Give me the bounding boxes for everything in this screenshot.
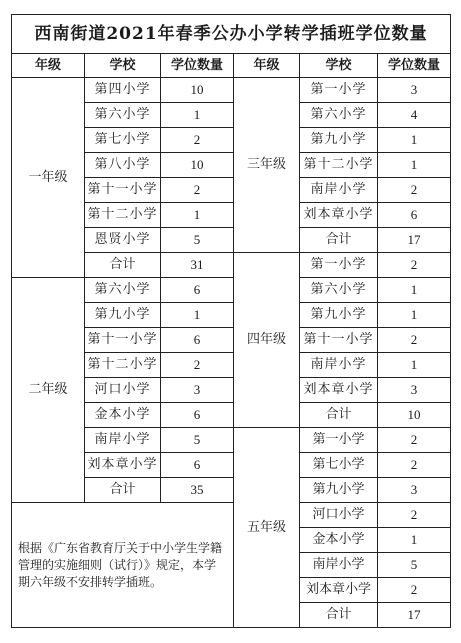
school-cell: 第六小学 — [85, 278, 161, 303]
count-cell: 2 — [378, 178, 451, 203]
grade-label-3: 三年级 — [234, 78, 300, 253]
total-value: 35 — [161, 478, 234, 503]
header-count-right: 学位数量 — [378, 54, 451, 78]
count-cell: 1 — [161, 203, 234, 228]
school-cell: 第十二小学 — [85, 353, 161, 378]
count-cell: 1 — [378, 153, 451, 178]
school-cell: 河口小学 — [85, 378, 161, 403]
school-cell: 南岸小学 — [300, 178, 378, 203]
count-cell: 3 — [161, 378, 234, 403]
header-grade-left: 年级 — [12, 54, 85, 78]
count-cell: 1 — [161, 103, 234, 128]
school-cell: 南岸小学 — [300, 353, 378, 378]
count-cell: 5 — [161, 428, 234, 453]
total-label: 合计 — [85, 478, 161, 503]
count-cell: 10 — [161, 153, 234, 178]
total-label: 合计 — [300, 228, 378, 253]
table-row — [12, 78, 451, 103]
school-cell: 第九小学 — [300, 303, 378, 328]
count-cell: 2 — [378, 503, 451, 528]
total-value: 17 — [378, 603, 451, 628]
count-cell: 2 — [378, 328, 451, 353]
school-cell: 第六小学 — [300, 103, 378, 128]
total-value: 10 — [378, 403, 451, 428]
school-cell: 第九小学 — [300, 128, 378, 153]
count-cell: 1 — [378, 278, 451, 303]
header-school-left: 学校 — [85, 54, 161, 78]
school-cell: 南岸小学 — [85, 428, 161, 453]
table-row — [12, 503, 451, 528]
count-cell: 3 — [378, 478, 451, 503]
total-label: 合计 — [85, 253, 161, 278]
count-cell: 4 — [378, 103, 451, 128]
school-cell: 第一小学 — [300, 78, 378, 103]
table-title: 西南街道2021年春季公办小学转学插班学位数量 — [12, 15, 451, 54]
count-cell: 6 — [161, 328, 234, 353]
school-cell: 第九小学 — [85, 303, 161, 328]
school-cell: 河口小学 — [300, 503, 378, 528]
school-cell: 第四小学 — [85, 78, 161, 103]
header-grade-right: 年级 — [234, 54, 300, 78]
school-cell: 刘本章小学 — [85, 453, 161, 478]
school-cell: 第十二小学 — [300, 153, 378, 178]
school-cell: 金本小学 — [300, 528, 378, 553]
title-row — [12, 15, 451, 54]
school-cell: 第十一小学 — [85, 328, 161, 353]
note-text: 根据《广东省教育厅关于中小学生学籍管理的实施细则（试行）》规定，本学期六年级不安排转学插班。 — [12, 503, 234, 628]
grade-label-4: 四年级 — [234, 253, 300, 428]
count-cell: 2 — [161, 178, 234, 203]
header-count-left: 学位数量 — [161, 54, 234, 78]
count-cell: 1 — [378, 303, 451, 328]
school-cell: 第六小学 — [85, 103, 161, 128]
count-cell: 1 — [378, 353, 451, 378]
count-cell: 2 — [378, 253, 451, 278]
count-cell: 2 — [378, 453, 451, 478]
school-cell: 第十一小学 — [300, 328, 378, 353]
school-cell: 第八小学 — [85, 153, 161, 178]
grade-label-2: 二年级 — [12, 278, 85, 503]
quota-table — [11, 14, 451, 628]
school-cell: 第一小学 — [300, 253, 378, 278]
total-label: 合计 — [300, 603, 378, 628]
grade-label-5: 五年级 — [234, 428, 300, 628]
count-cell: 2 — [378, 428, 451, 453]
header-row — [12, 54, 451, 78]
school-cell: 刘本章小学 — [300, 378, 378, 403]
count-cell: 6 — [161, 278, 234, 303]
count-cell: 1 — [378, 128, 451, 153]
count-cell: 3 — [378, 378, 451, 403]
count-cell: 2 — [378, 578, 451, 603]
total-value: 31 — [161, 253, 234, 278]
count-cell: 6 — [161, 403, 234, 428]
count-cell: 3 — [378, 78, 451, 103]
count-cell: 1 — [378, 528, 451, 553]
count-cell: 6 — [161, 453, 234, 478]
count-cell: 1 — [161, 303, 234, 328]
count-cell: 2 — [161, 353, 234, 378]
table-row — [12, 278, 451, 303]
school-cell: 第六小学 — [300, 278, 378, 303]
total-label: 合计 — [300, 403, 378, 428]
total-value: 17 — [378, 228, 451, 253]
count-cell: 2 — [161, 128, 234, 153]
header-school-right: 学校 — [300, 54, 378, 78]
school-cell: 第七小学 — [300, 453, 378, 478]
count-cell: 5 — [161, 228, 234, 253]
school-cell: 第一小学 — [300, 428, 378, 453]
school-cell: 南岸小学 — [300, 553, 378, 578]
school-cell: 金本小学 — [85, 403, 161, 428]
school-cell: 恩贤小学 — [85, 228, 161, 253]
school-cell: 第十二小学 — [85, 203, 161, 228]
grade-label-1: 一年级 — [12, 78, 85, 278]
count-cell: 6 — [378, 203, 451, 228]
count-cell: 10 — [161, 78, 234, 103]
school-cell: 刘本章小学 — [300, 203, 378, 228]
school-cell: 刘本章小学 — [300, 578, 378, 603]
school-cell: 第九小学 — [300, 478, 378, 503]
school-cell: 第七小学 — [85, 128, 161, 153]
count-cell: 5 — [378, 553, 451, 578]
school-cell: 第十一小学 — [85, 178, 161, 203]
